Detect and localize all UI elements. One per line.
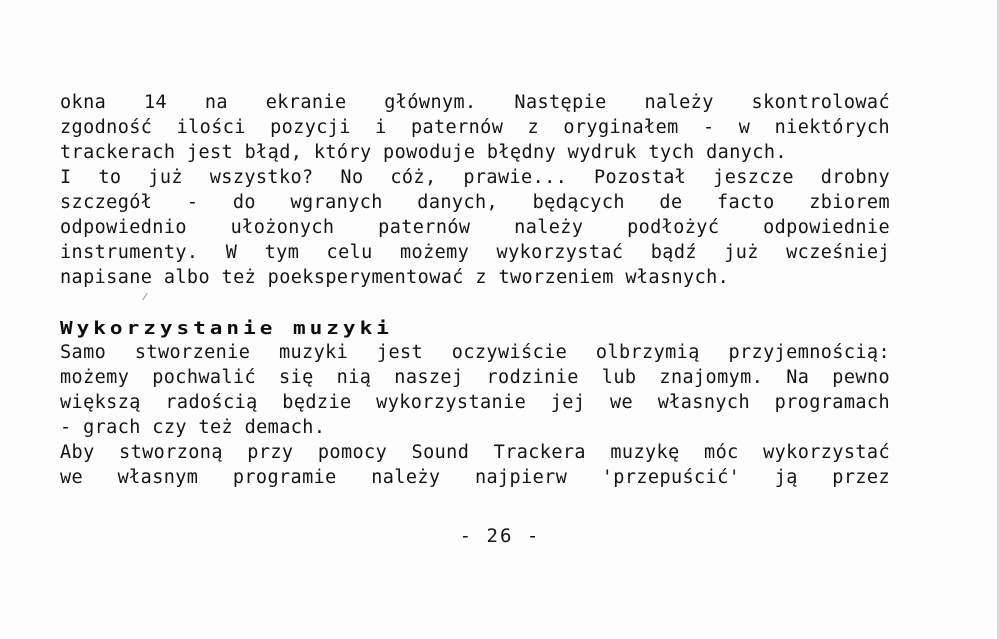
text-line: odpowiednio ułożonych paternów należy podłożyć odpowiednie bbox=[60, 217, 890, 238]
paragraph-2 bbox=[60, 340, 890, 490]
text-line: instrumenty. W tym celu możemy wykorzystać bądź już wcześniej bbox=[60, 242, 890, 263]
text-line: we własnym programie należy najpierw 'przepuścić' ją przez bbox=[60, 467, 890, 488]
text-line: możemy pochwalić się nią naszej rodzinie lub znajomym. Na pewno bbox=[60, 367, 890, 388]
text-line: napisane albo też poeksperymentować z tworzeniem własnych. bbox=[60, 267, 730, 288]
page-number: - 26 - bbox=[459, 525, 541, 547]
section-heading: Wykorzystanie muzyki bbox=[60, 318, 393, 339]
text-line: Aby stworzoną przy pomocy Sound Trackera muzykę móc wykorzystać bbox=[60, 442, 890, 463]
text-line: Samo stworzenie muzyki jest oczywiście olbrzymią przyjemnością: bbox=[60, 342, 890, 363]
text-line: I to już wszystko? No cóż, prawie... Pozostał jeszcze drobny bbox=[60, 167, 890, 188]
scan-speck bbox=[142, 293, 147, 300]
text-line: - grach czy też demach. bbox=[60, 417, 326, 438]
text-line: okna 14 na ekranie głównym. Następie należy skontrolować bbox=[60, 92, 890, 113]
text-line: zgodność ilości pozycji i paternów z oryginałem - w niektórych bbox=[60, 117, 890, 138]
text-line: większą radością będzie wykorzystanie jej we własnych programach bbox=[60, 392, 890, 413]
text-line: szczegół - do wgranych danych, będących de facto zbiorem bbox=[60, 192, 890, 213]
paragraph-1 bbox=[60, 90, 890, 290]
text-line: trackerach jest błąd, który powoduje błędny wydruk tych danych. bbox=[60, 142, 787, 163]
